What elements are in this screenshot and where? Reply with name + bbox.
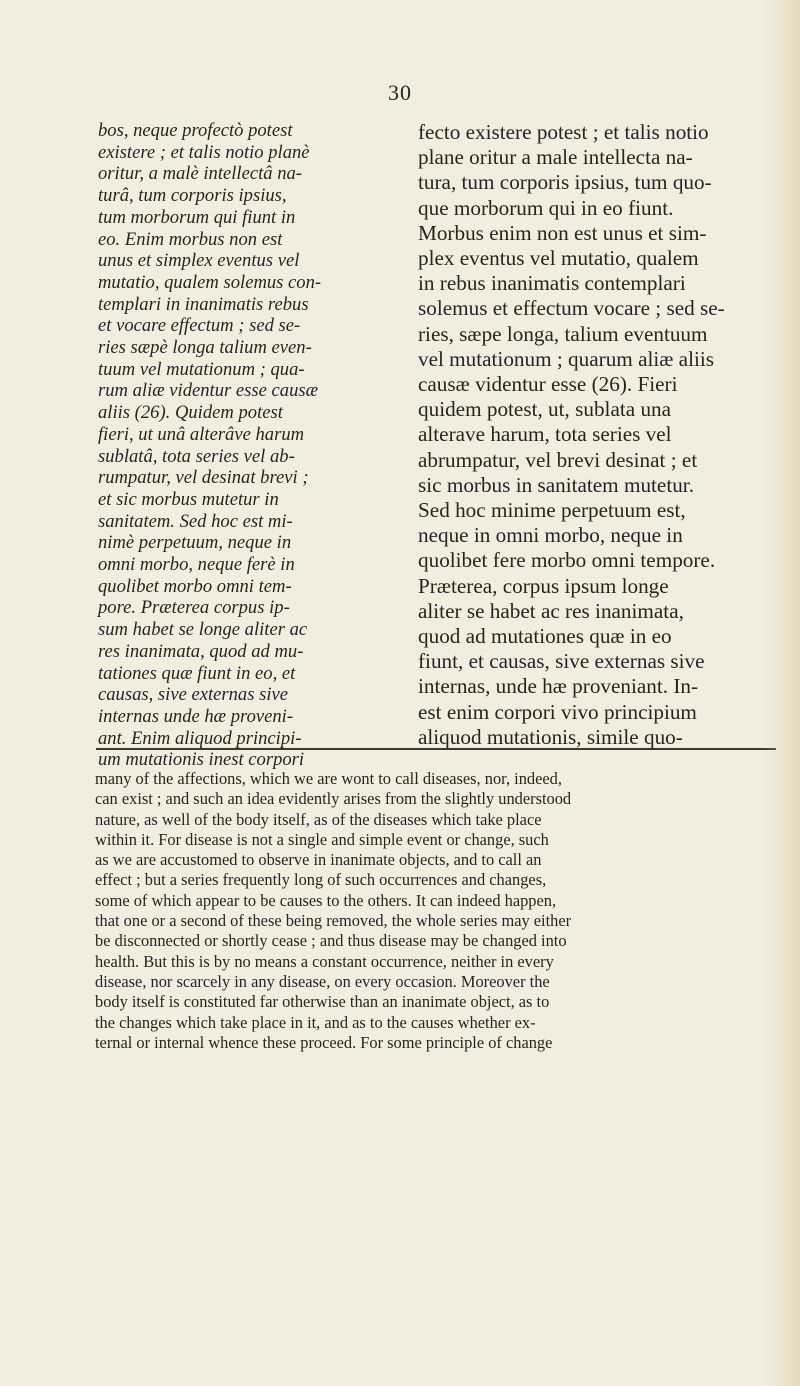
- translation-line: many of the affections, which we are wont to call diseases, nor, indeed,: [95, 769, 562, 788]
- latin-roman-line: quolibet fere morbo omni tempore.: [418, 548, 716, 573]
- latin-italic-line: nimè perpetuum, neque in: [98, 532, 292, 554]
- latin-italic-line: et sic morbus mutetur in: [98, 488, 279, 510]
- latin-roman-line: alterave harum, tota series vel: [418, 422, 672, 447]
- latin-italic-column: [98, 120, 406, 771]
- latin-italic-line: rumpatur, vel desinat brevi ;: [98, 467, 309, 489]
- latin-roman-line: Morbus enim non est unus et sim-: [418, 220, 707, 245]
- latin-roman-line: plex eventus vel mutatio, qualem: [418, 246, 699, 271]
- latin-italic-line: pore. Præterea corpus ip-: [98, 597, 290, 619]
- english-translation: [95, 769, 785, 1053]
- latin-italic-line: et vocare effectum ; sed se-: [98, 315, 301, 337]
- latin-roman-line: fiunt, et causas, sive externas sive: [418, 649, 705, 674]
- latin-roman-line: solemus et effectum vocare ; sed se-: [418, 296, 725, 321]
- latin-italic-line: rum aliæ videntur esse causæ: [98, 380, 319, 402]
- latin-italic-line: omni morbo, neque ferè in: [98, 554, 295, 576]
- latin-italic-line: um mutationis inest corpori: [98, 749, 305, 771]
- translation-line: effect ; but a series frequently long of such occurrences and changes,: [95, 870, 547, 890]
- latin-italic-line: ries sæpè longa talium even-: [98, 337, 312, 359]
- latin-italic-line: oritur, a malè intellectâ na-: [98, 163, 302, 185]
- latin-italic-line: bos, neque profectò potest: [98, 120, 293, 141]
- latin-italic-line: unus et simplex eventus vel: [98, 250, 300, 272]
- latin-italic-line: eo. Enim morbus non est: [98, 228, 283, 250]
- translation-line: nature, as well of the body itself, as of the diseases which take place: [95, 809, 542, 829]
- latin-italic-line: sublatâ, tota series vel ab-: [98, 445, 295, 467]
- translation-line: be disconnected or shortly cease ; and thus disease may be changed into: [95, 931, 567, 951]
- latin-roman-line: que morborum qui in eo fiunt.: [418, 195, 674, 220]
- latin-roman-line: vel mutationum ; quarum aliæ aliis: [418, 346, 714, 371]
- latin-roman-line: tura, tum corporis ipsius, tum quo-: [418, 170, 712, 195]
- latin-roman-line: ries, sæpe longa, talium eventuum: [418, 321, 708, 346]
- translation-line: disease, nor scarcely in any disease, on every occasion. Moreover the: [95, 971, 550, 991]
- latin-italic-line: tationes quæ fiunt in eo, et: [98, 662, 296, 684]
- latin-italic-line: existere ; et talis notio planè: [98, 141, 310, 163]
- latin-roman-line: in rebus inanimatis contemplari: [418, 271, 686, 296]
- translation-line: can exist ; and such an idea evidently arises from the slightly understood: [95, 789, 572, 809]
- latin-italic-line: quolibet morbo omni tem-: [98, 575, 292, 597]
- latin-roman-line: aliter se habet ac res inanimata,: [418, 598, 684, 623]
- latin-roman-line: causæ videntur esse (26). Fieri: [418, 372, 678, 397]
- page-edge-shadow: [762, 0, 800, 1386]
- latin-italic-line: internas unde hæ proveni-: [98, 705, 294, 727]
- latin-roman-line: neque in omni morbo, neque in: [418, 523, 683, 548]
- latin-roman-line: abrumpatur, vel brevi desinat ; et: [418, 447, 698, 472]
- latin-italic-line: sum habet se longe aliter ac: [98, 619, 308, 641]
- translation-line: ternal or internal whence these proceed. For some principle of change: [95, 1032, 553, 1052]
- latin-roman-column: [418, 120, 784, 750]
- translation-line: the changes which take place in it, and as to the causes whether ex-: [95, 1012, 536, 1032]
- page-number: 30: [388, 80, 412, 105]
- latin-roman-line: est enim corpori vivo principium: [418, 699, 697, 724]
- latin-italic-line: res inanimata, quod ad mu-: [98, 640, 304, 662]
- latin-italic-line: fieri, ut unâ alterâve harum: [98, 423, 305, 445]
- latin-italic-line: tuum vel mutationum ; qua-: [98, 358, 305, 380]
- latin-italic-line: templari in inanimatis rebus: [98, 293, 309, 315]
- latin-italic-line: turâ, tum corporis ipsius,: [98, 185, 287, 207]
- translation-line: body itself is constituted far otherwise than an inanimate object, as to: [95, 992, 550, 1012]
- translation-line: that one or a second of these being removed, the whole series may either: [95, 911, 572, 931]
- latin-italic-line: ant. Enim aliquod principi-: [98, 727, 302, 749]
- latin-roman-line: quod ad mutationes quæ in eo: [418, 624, 672, 649]
- latin-roman-line: aliquod mutationis, simile quo-: [418, 724, 683, 749]
- latin-roman-line: plane oritur a male intellecta na-: [418, 145, 693, 170]
- latin-roman-line: sic morbus in sanitatem mutetur.: [418, 472, 694, 497]
- translation-line: health. But this is by no means a constant occurrence, neither in every: [95, 951, 554, 971]
- footnote-divider: [96, 748, 776, 750]
- latin-roman-line: Sed hoc minime perpetuum est,: [418, 498, 686, 523]
- latin-roman-line: fecto existere potest ; et talis notio: [418, 120, 709, 144]
- latin-italic-line: mutatio, qualem solemus con-: [98, 271, 322, 293]
- latin-roman-line: quidem potest, ut, sublata una: [418, 397, 672, 422]
- latin-roman-line: internas, unde hæ proveniant. In-: [418, 674, 699, 699]
- latin-italic-line: sanitatem. Sed hoc est mi-: [98, 510, 293, 532]
- latin-italic-line: tum morborum qui fiunt in: [98, 206, 296, 228]
- latin-italic-line: aliis (26). Quidem potest: [98, 402, 283, 424]
- latin-roman-line: Præterea, corpus ipsum longe: [418, 573, 669, 598]
- latin-italic-line: causas, sive externas sive: [98, 684, 289, 706]
- translation-line: as we are accustomed to observe in inanimate objects, and to call an: [95, 850, 542, 870]
- translation-line: within it. For disease is not a single and simple event or change, such: [95, 829, 549, 849]
- translation-line: some of which appear to be causes to the others. It can indeed happen,: [95, 890, 557, 910]
